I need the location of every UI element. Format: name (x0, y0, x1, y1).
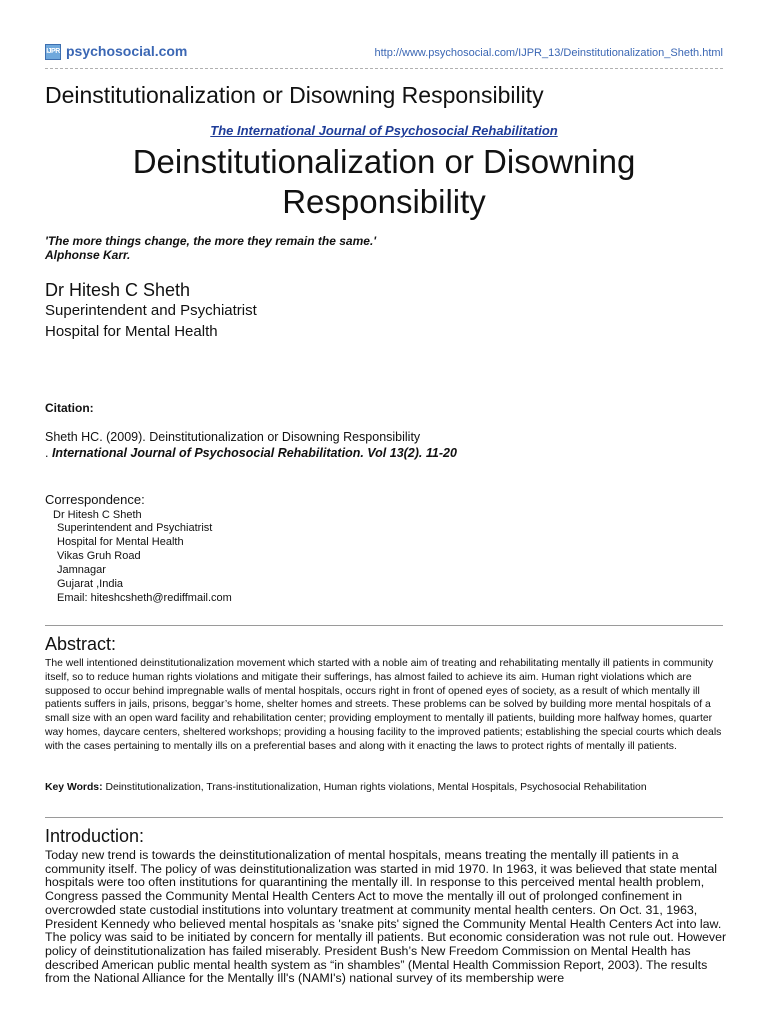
author-name: Dr Hitesh C Sheth (45, 280, 191, 300)
page-url-link[interactable]: http://www.psychosocial.com/IJPR_13/Deinstitutionalization_Sheth.html (374, 47, 723, 59)
article-title: Deinstitutionalization or Disowning Responsibility (132, 143, 636, 220)
epigraph-text: 'The more things change, the more they remain the same.' (45, 234, 377, 248)
correspondence-label: Correspondence: (45, 492, 145, 507)
correspondence-line: Vikas Gruh Road (57, 550, 141, 562)
citation-line-1: Sheth HC. (2009). Deinstitutionalization or Disowning Responsibility (45, 430, 421, 444)
correspondence-line: Gujarat ,India (57, 578, 124, 590)
ijpr-logo-icon: IJPR (45, 44, 61, 60)
section-divider (45, 817, 723, 818)
keywords-label: Key Words: (45, 782, 103, 793)
correspondence-line: Dr Hitesh C Sheth (53, 509, 142, 521)
abstract-body: The well intentioned deinstitutionalization movement which started with a noble aim of treating and rehabilitating mentally ill patients in community itself, so to reduce human rights violations and mitigate their sufferings, has almost failed to achieve its aim. Human right violations which are supposed to occur behind impregnable walls of mental hospitals, occurs right in front of opened eyes of society, as a result of which mentally ill patients suffers in jails, prisons, beggar’s home, shelter homes and streets. These problems can be solved by building more mental hospitals of a small size with an open ward facility and rehabilitation center; providing employment to mentally ill patients, building more halfway homes, quarter way homes, daycare centers, sheltered workshops; providing a housing facility to the improved patients; establishing the special courts which deals with the cases pertaining to mentally ills on a preferential bases and along with it enacting the laws to protect rights of mentally ill patients. (45, 658, 722, 752)
document-title: Deinstitutionalization or Disowning Responsibility (45, 82, 544, 108)
correspondence-line: Jamnagar (57, 564, 106, 576)
page-header (45, 42, 723, 66)
keywords-text: Deinstitutionalization, Trans-institutionalization, Human rights violations, Mental Hospitals, Psychosocial Rehabilitation (105, 782, 647, 793)
epigraph (45, 234, 376, 262)
section-divider (45, 625, 723, 626)
citation-line-2 (45, 446, 457, 460)
header-divider (45, 68, 723, 69)
keywords (45, 781, 725, 795)
author-position: Superintendent and Psychiatrist (45, 302, 257, 319)
author-institution: Hospital for Mental Health (45, 323, 218, 340)
correspondence-line: Hospital for Mental Health (57, 536, 184, 548)
introduction-heading: Introduction: (45, 826, 145, 846)
correspondence-email: Email: hiteshcsheth@rediffmail.com (57, 592, 232, 604)
citation-label: Citation: (45, 401, 94, 415)
epigraph-author: Alphonse Karr. (45, 248, 131, 262)
journal-link[interactable]: The International Journal of Psychosocial Rehabilitation (210, 123, 558, 138)
abstract-heading: Abstract: (45, 634, 117, 654)
citation-prefix: . (45, 446, 52, 460)
correspondence-line: Superintendent and Psychiatrist (57, 522, 213, 534)
site-name-link[interactable]: psychosocial.com (66, 43, 188, 59)
introduction-body: Today new trend is towards the deinstitutionalization of mental hospitals, means treating the mentally ill patients in a community itself. The policy of was deinstitutionalization was started in mid 1970. In 1963, it was believed that state mental hospitals were too often institutions for quarantining the mentally ill. In response to this perceived mental health problem, Congress passed the Community Mental Health Centers Act to move the mentally ill out of prolonged confinement in overcrowded state custodial institutions into voluntary treatment at community mental health centers. On Oct. 31, 1963, President Kennedy who believed mental hospitals as 'snake pits' signed the Community Mental Health Centers Act into law. The policy was said to be initiated by concern for mentally ill patients. But economic consideration was not rule out. However policy of deinstitutionalization has failed miserably. President Bush’s New Freedom Commission on Mental Health has described American public mental health system as “in shambles” (Mental Health Commission Report, 2003). The results from the National Alliance for the Mentally Ill's (NAMI's) national survey of its membership were (45, 848, 727, 986)
citation-journal: International Journal of Psychosocial Rehabilitation. Vol 13(2). 11-20 (51, 446, 457, 460)
